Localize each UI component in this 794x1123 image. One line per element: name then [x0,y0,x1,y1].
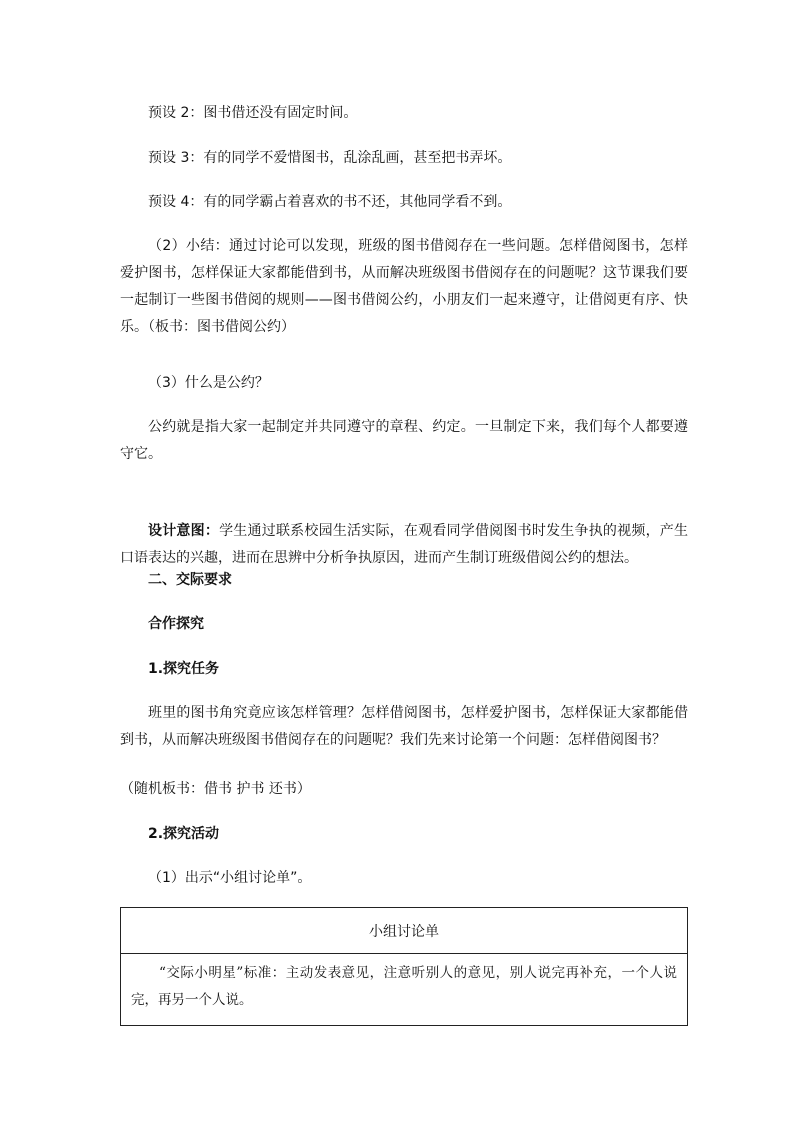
inquiry-task-heading: 1.探究任务 [148,661,220,677]
group-discussion-table-title: 小组讨论单 [121,908,687,954]
preset-4-text: 预设 4：有的同学霸占着喜欢的书不还，其他同学看不到。 [148,194,512,210]
design-intent-text: 学生通过联系校园生活实际，在观看同学借阅图书时发生争执的视频，产生口语表达的兴趣，进而在思辨中分析争执原因，进而产生制订班级借阅公约的想法。 [120,523,689,566]
summary-paragraph: （2）小结：通过讨论可以发现，班级的图书借阅存在一些问题。怎样借阅图书，怎样爱护图书，怎样保证大家都能借到书，从而解决班级图书借阅存在的问题呢？这节课我们要一起制订一些图书借阅的规则——图书借阅公约，小朋友们一起来遵守，让借阅更有序、快乐。（板书：图书借阅公约） [120,238,688,335]
show-discussion-sheet-text: （1）出示“小组讨论单”。 [148,870,312,886]
cooperative-inquiry-heading: 合作探究 [148,616,204,632]
board-writing-note: （随机板书：借书 护书 还书） [120,781,311,797]
section-2-heading: 二、交际要求 [148,572,232,588]
inquiry-activity-heading: 2.探究活动 [148,826,220,842]
convention-definition-paragraph: 公约就是指大家一起制定并共同遵守的章程、约定。一旦制定下来，我们每个人都要遵守它。 [120,419,688,462]
preset-2-text: 预设 2：图书借还没有固定时间。 [148,105,358,121]
design-intent-label: 设计意图： [148,523,220,539]
what-is-convention-question: （3）什么是公约？ [148,375,269,391]
group-discussion-table [120,907,688,1026]
group-discussion-table-content: “交际小明星”标准：主动发表意见，注意听别人的意见，别人说完再补充，一个人说完，再另一个人说。 [131,965,677,1008]
inquiry-task-paragraph: 班里的图书角究竟应该怎样管理？怎样借阅图书，怎样爱护图书，怎样保证大家都能借到书，从而解决班级图书借阅存在的问题呢？我们先来讨论第一个问题：怎样借阅图书？ [120,705,688,748]
design-intent-paragraph [120,518,688,572]
preset-3-text: 预设 3：有的同学不爱惜图书，乱涂乱画，甚至把书弄坏。 [148,150,512,166]
